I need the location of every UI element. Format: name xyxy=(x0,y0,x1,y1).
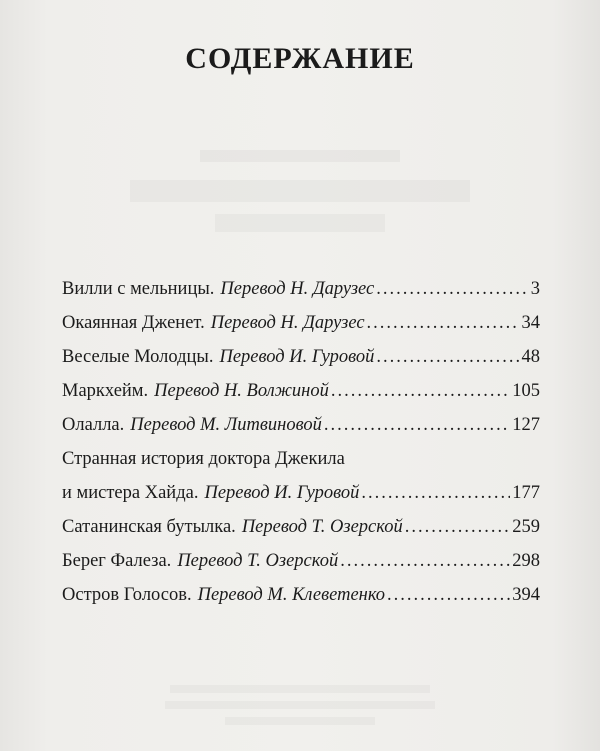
toc-entry-title: Берег Фалеза. xyxy=(62,551,172,571)
show-through-block xyxy=(120,150,480,240)
toc-entry-translator: Перевод Т. Озерской xyxy=(177,551,339,571)
toc-entry-translator: Перевод Н. Волжиной xyxy=(154,381,329,401)
toc-entry-page: 127 xyxy=(512,415,540,435)
toc-leader-dots xyxy=(367,306,520,340)
table-of-contents xyxy=(62,272,540,612)
toc-leader-dots xyxy=(340,544,510,578)
toc-leader-dots xyxy=(376,340,519,374)
toc-entry-title: Маркхейм. xyxy=(62,381,149,401)
toc-entry-page: 394 xyxy=(512,585,540,605)
toc-leader-dots xyxy=(387,578,510,612)
toc-entry xyxy=(62,374,540,408)
toc-entry-page: 298 xyxy=(512,551,540,571)
toc-entry-translator: Перевод И. Гуровой xyxy=(219,347,375,367)
toc-entry-title: Остров Голосов. xyxy=(62,585,192,605)
toc-entry-translator: Перевод Н. Дарузес xyxy=(210,313,365,333)
toc-entry-title: Веселые Молодцы. xyxy=(62,347,214,367)
show-through-footer xyxy=(160,685,440,735)
toc-entry-title-line1: Странная история доктора Джекила xyxy=(62,449,345,469)
toc-leader-dots xyxy=(361,476,510,510)
toc-entry xyxy=(62,340,540,374)
toc-leader-dots xyxy=(405,510,511,544)
toc-leader-dots xyxy=(376,272,529,306)
toc-entry-translator: Перевод И. Гуровой xyxy=(204,483,360,503)
toc-entry xyxy=(62,544,540,578)
toc-entry-translator: Перевод Т. Озерской xyxy=(241,517,403,537)
toc-entry-title: и мистера Хайда. xyxy=(62,483,199,503)
toc-entry xyxy=(62,510,540,544)
toc-entry-title: Вилли с мельницы. xyxy=(62,279,215,299)
toc-leader-dots xyxy=(331,374,510,408)
toc-entry xyxy=(62,306,540,340)
toc-leader-dots xyxy=(324,408,510,442)
toc-entry-title: Сатанинская бутылка. xyxy=(62,517,236,537)
toc-entry xyxy=(62,578,540,612)
toc-entry-title: Олалла. xyxy=(62,415,125,435)
toc-entry-title: Окаянная Дженет. xyxy=(62,313,205,333)
toc-entry-page: 105 xyxy=(512,381,540,401)
toc-entry xyxy=(62,272,540,306)
toc-entry-page: 177 xyxy=(512,483,540,503)
toc-entry-page: 48 xyxy=(521,347,540,367)
page-title: СОДЕРЖАНИЕ xyxy=(185,42,415,75)
toc-entry xyxy=(62,408,540,442)
toc-entry-translator: Перевод Н. Дарузес xyxy=(220,279,375,299)
toc-entry-translator: Перевод М. Литвиновой xyxy=(130,415,322,435)
toc-entry-page: 34 xyxy=(521,313,540,333)
toc-entry-page: 259 xyxy=(512,517,540,537)
toc-entry xyxy=(62,476,540,510)
toc-entry-translator: Перевод М. Клеветенко xyxy=(197,585,386,605)
toc-entry-page: 3 xyxy=(530,279,540,299)
